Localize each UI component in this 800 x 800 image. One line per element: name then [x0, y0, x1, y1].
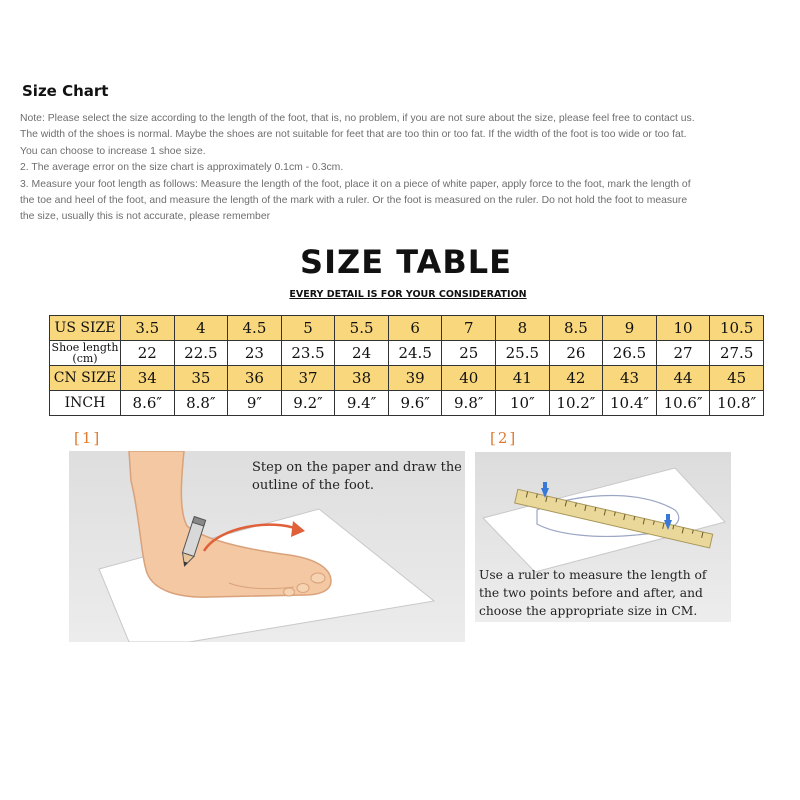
- table-cell: 25: [442, 341, 496, 366]
- table-cell: 9: [603, 316, 657, 341]
- step-1-caption: Step on the paper and draw the outline of the foot.: [252, 460, 462, 493]
- table-cell: 26: [549, 341, 603, 366]
- toe: [284, 588, 295, 596]
- table-cell: 24: [335, 341, 389, 366]
- notes-text: [20, 111, 786, 226]
- note-line: 3. Measure your foot length as follows: Measure the length of the foot, place it on a piece of white paper, apply force to the foot, mark the length of: [20, 178, 691, 190]
- table-cell: 3.5: [121, 316, 175, 341]
- row-label-shoe-length: [50, 341, 121, 366]
- step-2-label: [2]: [490, 429, 518, 447]
- size-table-subtitle: EVERY DETAIL IS FOR YOUR CONSIDERATION: [289, 289, 527, 300]
- table-cell: 22.5: [174, 341, 228, 366]
- row-label-us-size: US SIZE: [50, 316, 121, 341]
- row-label-inch: INCH: [50, 391, 121, 416]
- table-cell: 35: [174, 366, 228, 391]
- table-cell: 8.5: [549, 316, 603, 341]
- table-cell: 25.5: [496, 341, 550, 366]
- size-chart-title: Size Chart: [22, 82, 109, 100]
- table-cell: 22: [121, 341, 175, 366]
- toe: [297, 584, 309, 593]
- table-cell: 39: [388, 366, 442, 391]
- table-cell: 9″: [228, 391, 282, 416]
- size-table-title: SIZE TABLE: [300, 243, 512, 281]
- end-marker-stem: [666, 514, 670, 521]
- table-cell: 44: [656, 366, 710, 391]
- table-cell: 10.4″: [603, 391, 657, 416]
- row-label-line: Shoe length: [51, 341, 119, 354]
- table-cell: 8.8″: [174, 391, 228, 416]
- table-cell: 36: [228, 366, 282, 391]
- table-cell: 42: [549, 366, 603, 391]
- table-cell: 23: [228, 341, 282, 366]
- table-cell: 26.5: [603, 341, 657, 366]
- table-cell: 4.5: [228, 316, 282, 341]
- table-cell: 43: [603, 366, 657, 391]
- table-cell: 4: [174, 316, 228, 341]
- table-cell: 6: [388, 316, 442, 341]
- step-2-caption: Use a ruler to measure the length of the two points before and after, and choose the appropriate size in CM.: [479, 568, 707, 618]
- note-line: Note: Please select the size according to the length of the foot, that is, no problem, if you are not sure about the size, please feel free to contact us.: [20, 113, 695, 124]
- table-cell: 27.5: [710, 341, 764, 366]
- table-cell: 7: [442, 316, 496, 341]
- note-line: The width of the shoes is normal. Maybe the shoes are not suitable for feet that are too thin or too fat. If the width of the foot is too wide or too fat.: [20, 129, 687, 141]
- table-cell: 40: [442, 366, 496, 391]
- table-cell: 8.6″: [121, 391, 175, 416]
- toe: [311, 573, 325, 583]
- note-line: the toe and heel of the foot, and measure the length of the mark with a ruler. Or the foot is measured on the ruler. Do not hold the foot to measure: [20, 195, 688, 207]
- table-row-inch: [50, 391, 764, 416]
- table-cell: 10.6″: [656, 391, 710, 416]
- table-cell: 23.5: [281, 341, 335, 366]
- table-cell: 5: [281, 316, 335, 341]
- table-cell: 9.2″: [281, 391, 335, 416]
- step-2-illustration: [475, 452, 731, 622]
- row-label-cn-size: CN SIZE: [50, 366, 121, 391]
- table-cell: 9.8″: [442, 391, 496, 416]
- table-cell: 37: [281, 366, 335, 391]
- table-cell: 38: [335, 366, 389, 391]
- step-1-illustration: [69, 451, 465, 642]
- table-cell: 45: [710, 366, 764, 391]
- step-1-label: [1]: [74, 429, 102, 447]
- start-marker-stem: [543, 482, 547, 489]
- table-cell: 9.6″: [388, 391, 442, 416]
- table-cell: 24.5: [388, 341, 442, 366]
- note-line: 2. The average error on the size chart is approximately 0.1cm - 0.3cm.: [20, 162, 344, 174]
- row-label-line: (cm): [72, 352, 98, 365]
- table-cell: 10.2″: [549, 391, 603, 416]
- table-cell: 10: [656, 316, 710, 341]
- table-cell: 10″: [496, 391, 550, 416]
- table-cell: 10.8″: [710, 391, 764, 416]
- table-cell: 27: [656, 341, 710, 366]
- table-row-cn-size: [50, 366, 764, 391]
- size-table: [49, 315, 764, 416]
- note-line: the size, usually this is not accurate, please remember: [20, 211, 271, 223]
- table-cell: 10.5: [710, 316, 764, 341]
- table-cell: 41: [496, 366, 550, 391]
- note-line: You can choose to increase 1 shoe size.: [20, 145, 206, 157]
- table-row-us-size: [50, 316, 764, 341]
- table-cell: 9.4″: [335, 391, 389, 416]
- table-cell: 8: [496, 316, 550, 341]
- table-row-shoe-length: [50, 341, 764, 366]
- table-cell: 5.5: [335, 316, 389, 341]
- table-cell: 34: [121, 366, 175, 391]
